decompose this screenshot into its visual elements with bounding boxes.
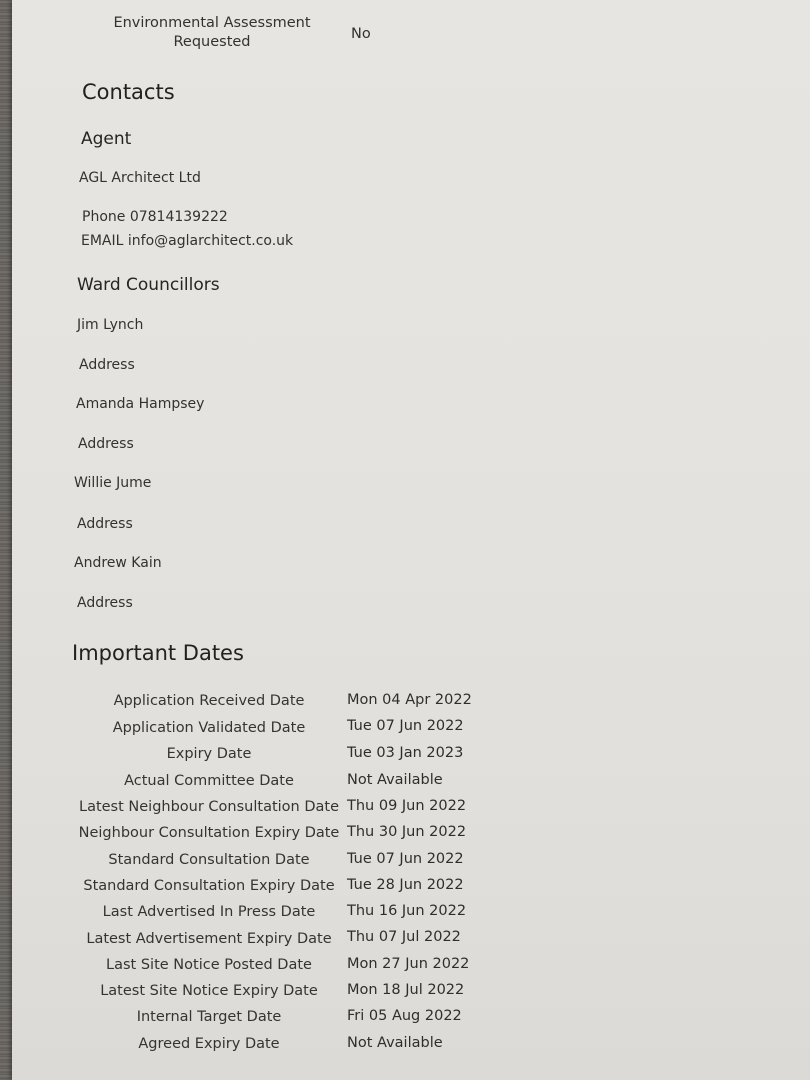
date-label: Latest Neighbour Consultation Date (78, 799, 340, 815)
councillor-name: Willie Jume (74, 475, 152, 491)
date-label: Standard Consultation Expiry Date (83, 878, 335, 894)
councillor-address-label: Address (77, 516, 133, 532)
councillor-address-label: Address (79, 357, 135, 373)
date-value: Fri 05 Aug 2022 (347, 1008, 462, 1024)
date-label: Latest Site Notice Expiry Date (100, 983, 318, 999)
date-value: Mon 04 Apr 2022 (347, 692, 472, 708)
date-label: Application Validated Date (112, 720, 306, 736)
date-value: Thu 09 Jun 2022 (347, 798, 467, 814)
date-label: Application Received Date (113, 693, 305, 709)
date-label: Expiry Date (166, 746, 252, 762)
date-label: Neighbour Consultation Expiry Date (78, 825, 340, 841)
date-label: Standard Consultation Date (108, 852, 310, 868)
date-value: Thu 16 Jun 2022 (347, 903, 467, 919)
date-label: Agreed Expiry Date (138, 1036, 280, 1052)
agent-heading: Agent (81, 129, 132, 149)
date-label: Latest Advertisement Expiry Date (86, 931, 332, 947)
date-value: Tue 28 Jun 2022 (347, 877, 464, 893)
date-value: Thu 07 Jul 2022 (347, 929, 461, 945)
agent-email: EMAIL info@aglarchitect.co.uk (81, 233, 294, 249)
date-value: Mon 18 Jul 2022 (347, 982, 465, 998)
environmental-label-line1: Environmental Assessment (113, 15, 311, 31)
date-value: Tue 07 Jun 2022 (347, 851, 464, 867)
agent-phone: Phone 07814139222 (82, 209, 228, 225)
date-label: Actual Committee Date (124, 773, 294, 789)
date-label: Last Site Notice Posted Date (106, 957, 312, 973)
date-label: Last Advertised In Press Date (102, 904, 316, 920)
contacts-heading: Contacts (82, 80, 175, 104)
date-value: Not Available (347, 1035, 443, 1051)
agent-name: AGL Architect Ltd (79, 170, 201, 186)
date-value: Thu 30 Jun 2022 (347, 824, 467, 840)
environmental-label-line2: Requested (173, 34, 251, 50)
ward-councillors-heading: Ward Councillors (77, 275, 220, 295)
councillor-address-label: Address (78, 436, 134, 452)
date-value: Tue 07 Jun 2022 (347, 718, 464, 734)
environmental-assessment-value: No (351, 26, 371, 42)
date-value: Mon 27 Jun 2022 (347, 956, 470, 972)
councillor-address-label: Address (77, 595, 133, 611)
councillor-name: Jim Lynch (77, 317, 144, 333)
councillor-name: Andrew Kain (74, 555, 162, 571)
important-dates-heading: Important Dates (72, 641, 244, 665)
printed-page (12, 0, 810, 1080)
date-value: Not Available (347, 772, 443, 788)
date-value: Tue 03 Jan 2023 (347, 745, 464, 761)
date-label: Internal Target Date (136, 1009, 282, 1025)
councillor-name: Amanda Hampsey (76, 396, 205, 412)
environmental-assessment-label (112, 15, 312, 50)
